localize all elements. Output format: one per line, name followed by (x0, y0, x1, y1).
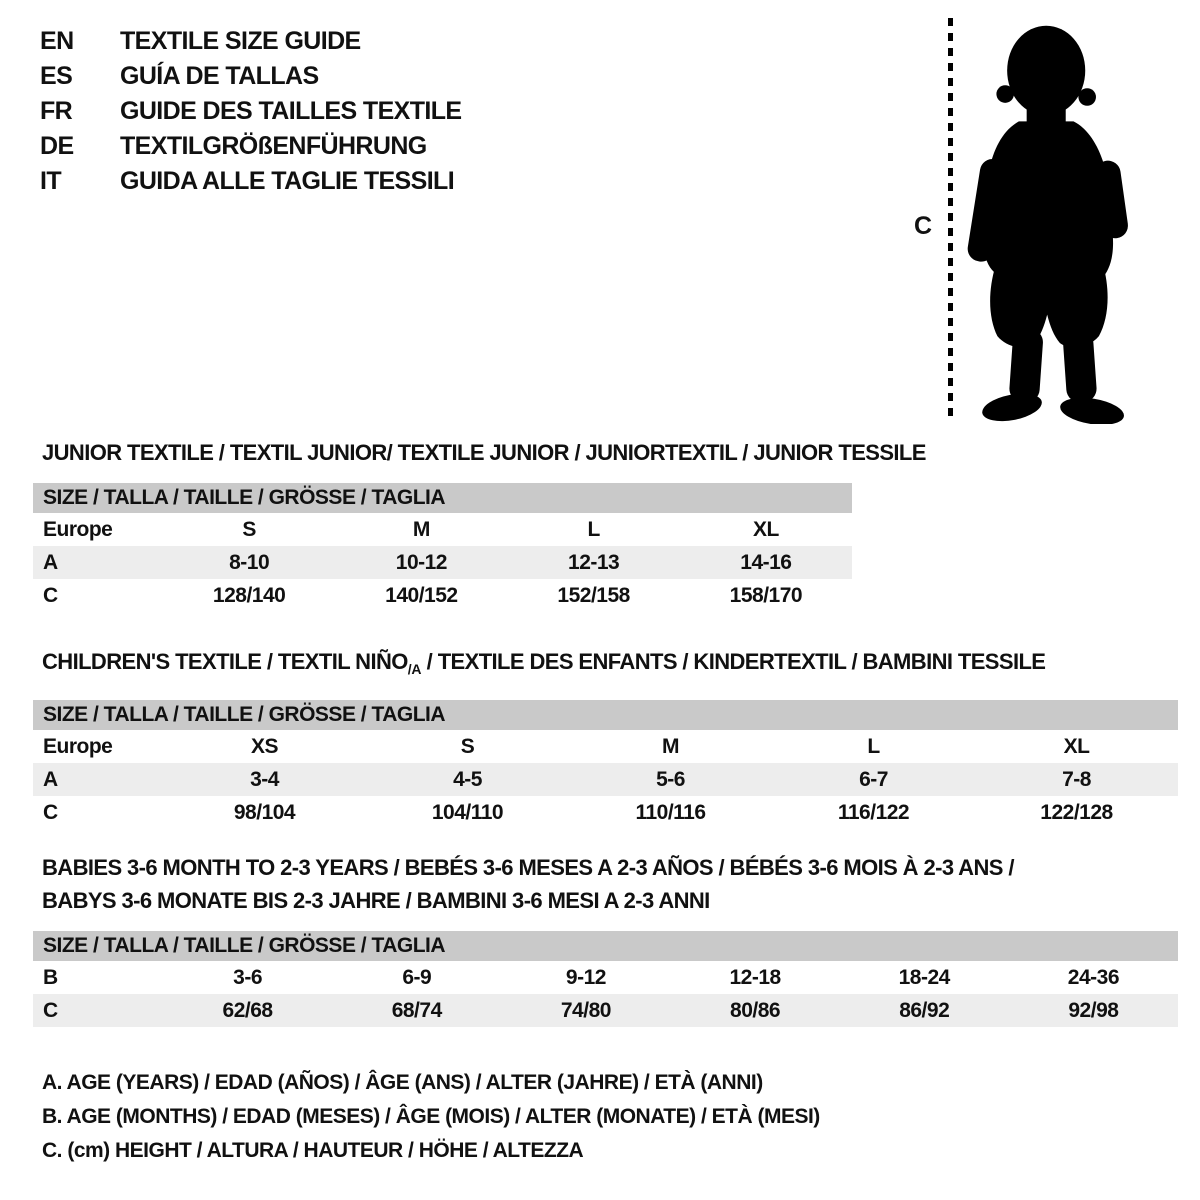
language-title: GUIDA ALLE TAGLIE TESSILI (120, 167, 455, 195)
row-value: 62/68 (222, 998, 273, 1022)
size-table (33, 483, 852, 612)
row-value: 3-4 (250, 767, 279, 791)
row-value: XL (752, 517, 779, 541)
section-title-line (42, 645, 1178, 686)
language-row (40, 164, 462, 199)
section-children (33, 645, 1178, 829)
row-value: 6-7 (859, 767, 888, 791)
language-code: DE (40, 132, 74, 160)
footnote-line: B. AGE (MONTHS) / EDAD (MESES) / ÂGE (MOIS) / ALTER (MONATE) / ETÀ (MESI) (42, 1105, 820, 1128)
section-title (42, 436, 926, 469)
row-value: 80/86 (730, 998, 781, 1022)
size-table (33, 931, 1178, 1027)
section-title (42, 645, 1178, 686)
row-label: C (43, 998, 58, 1022)
title-text: BABIES 3-6 MONTH TO 2-3 YEARS / BEBÉS 3-6 MESES A 2-3 AÑOS / BÉBÉS 3-6 MOIS À 2-3 ANS / (42, 855, 1014, 880)
language-code: FR (40, 97, 73, 125)
table-row (33, 763, 1178, 796)
row-label: A (43, 767, 58, 791)
row-value: 6-9 (402, 965, 432, 989)
language-title: GUÍA DE TALLAS (120, 62, 319, 90)
table-row (33, 730, 1178, 763)
row-value: L (587, 517, 600, 541)
row-value: 116/122 (837, 800, 910, 824)
language-title: TEXTILE SIZE GUIDE (120, 27, 361, 55)
row-value: XS (250, 734, 278, 758)
row-value: M (412, 517, 430, 541)
language-row (40, 59, 462, 94)
table-row (33, 796, 1178, 829)
title-text: JUNIOR TEXTILE / TEXTIL JUNIOR/ TEXTILE JUNIOR / JUNIORTEXTIL / JUNIOR TESSILE (42, 440, 926, 465)
language-row (40, 24, 462, 59)
row-value: M (662, 734, 679, 758)
title-subscript: /A (407, 661, 422, 677)
toddler-silhouette-icon (956, 14, 1152, 424)
section-babies (33, 851, 1178, 1027)
title-text: / TEXTILE DES ENFANTS / KINDERTEXTIL / BAMBINI TESSILE (421, 649, 1046, 674)
language-code: ES (40, 62, 73, 90)
language-title-list (40, 24, 462, 199)
row-value: 10-12 (395, 550, 447, 574)
size-table (33, 700, 1178, 829)
table-row (33, 994, 1178, 1027)
row-label: B (43, 965, 58, 989)
language-title: GUIDE DES TAILLES TEXTILE (120, 97, 462, 125)
row-value: 128/140 (212, 583, 286, 607)
footnotes (42, 1066, 820, 1168)
section-title (42, 851, 1178, 917)
row-value: 24-36 (1067, 965, 1120, 989)
section-junior (33, 436, 926, 612)
row-value: S (460, 734, 475, 758)
language-row (40, 94, 462, 129)
row-value: 86/92 (899, 998, 950, 1022)
language-title: TEXTILGRÖßENFÜHRUNG (120, 132, 427, 160)
row-value: 5-6 (656, 767, 685, 791)
row-value: 18-24 (898, 965, 950, 989)
row-value: 4-5 (453, 767, 482, 791)
row-value: L (867, 734, 880, 758)
row-value: 110/116 (635, 800, 706, 824)
table-row (33, 579, 852, 612)
size-header-bar: SIZE / TALLA / TAILLE / GRÖSSE / TAGLIA (33, 931, 1178, 961)
row-value: 7-8 (1062, 767, 1091, 791)
row-value: 12-18 (729, 965, 781, 989)
row-value: XL (1063, 734, 1090, 758)
row-label: Europe (43, 734, 113, 758)
row-label: C (43, 800, 58, 824)
footnote-line: A. AGE (YEARS) / EDAD (AÑOS) / ÂGE (ANS) / ALTER (JAHRE) / ETÀ (ANNI) (42, 1071, 763, 1094)
footnote-line: C. (cm) HEIGHT / ALTURA / HAUTEUR / HÖHE / ALTEZZA (42, 1139, 584, 1162)
language-code: EN (40, 27, 74, 55)
section-title-line (42, 851, 1178, 884)
row-label: A (43, 550, 58, 574)
row-value: 14-16 (740, 550, 792, 574)
row-value: 98/104 (233, 800, 296, 824)
section-title-line (42, 884, 1178, 917)
section-title-line (42, 436, 926, 469)
height-measure-dashed-line (948, 18, 953, 418)
row-value: 68/74 (391, 998, 442, 1022)
table-row (33, 546, 852, 579)
row-value: 158/170 (729, 583, 803, 607)
row-value: 104/110 (431, 800, 504, 824)
row-value: 152/158 (557, 583, 630, 607)
language-row (40, 129, 462, 164)
row-value: 92/98 (1068, 998, 1119, 1022)
row-value: S (242, 517, 256, 541)
size-header-bar: SIZE / TALLA / TAILLE / GRÖSSE / TAGLIA (33, 700, 1178, 730)
row-label: Europe (43, 517, 113, 541)
language-code: IT (40, 167, 62, 195)
row-label: C (43, 583, 58, 607)
row-value: 140/152 (385, 583, 458, 607)
table-row (33, 513, 852, 546)
title-text: BABYS 3-6 MONATE BIS 2-3 JAHRE / BAMBINI 3-6 MESI A 2-3 ANNI (42, 888, 710, 913)
row-value: 3-6 (233, 965, 262, 989)
title-text: CHILDREN'S TEXTILE / TEXTIL NIÑO (42, 649, 408, 674)
row-value: 9-12 (565, 965, 606, 989)
row-value: 12-13 (568, 550, 620, 574)
row-value: 74/80 (560, 998, 611, 1022)
row-value: 122/128 (1040, 800, 1113, 824)
table-row (33, 961, 1178, 994)
size-header-bar: SIZE / TALLA / TAILLE / GRÖSSE / TAGLIA (33, 483, 852, 513)
row-value: 8-10 (229, 550, 270, 574)
height-measure-label: C (914, 212, 932, 240)
